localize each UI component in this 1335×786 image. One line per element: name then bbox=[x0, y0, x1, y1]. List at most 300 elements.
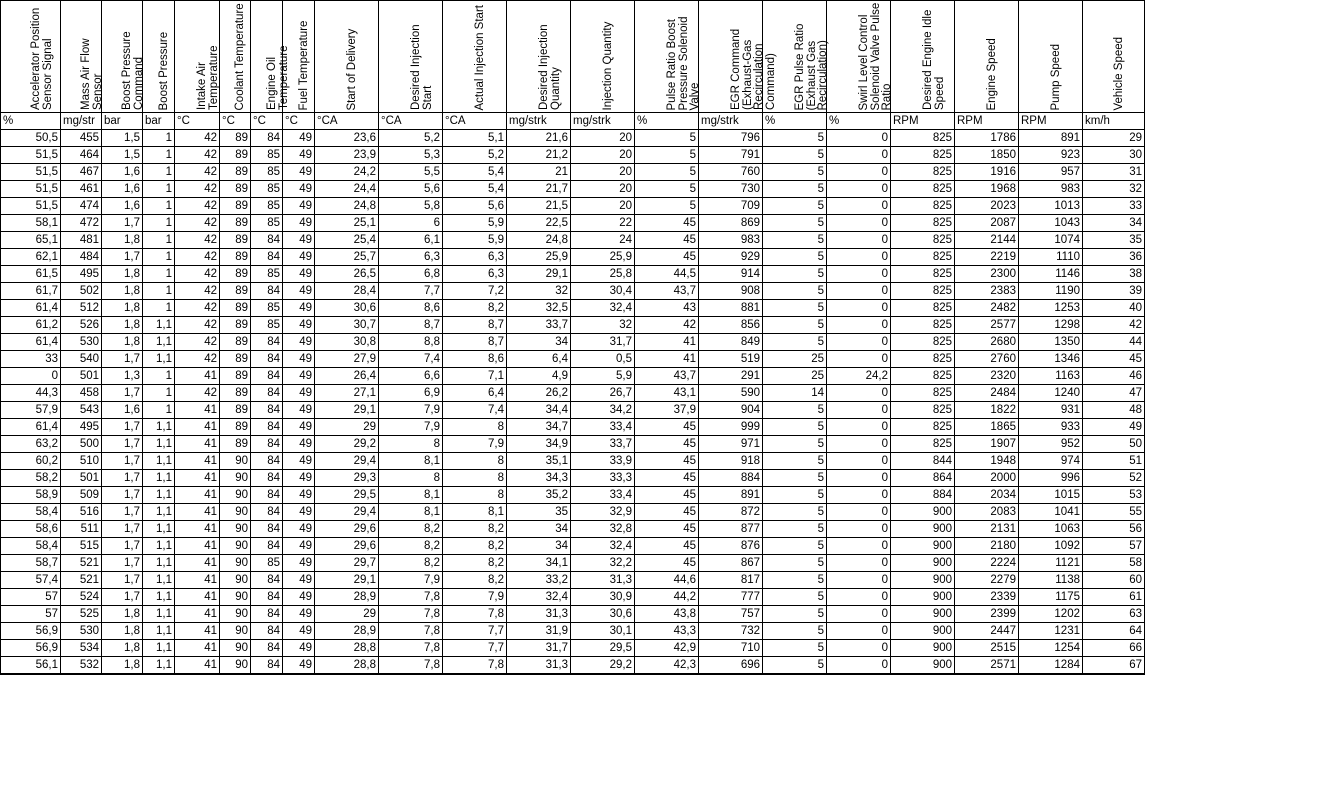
table-cell[interactable]: 49 bbox=[283, 147, 315, 164]
table-cell[interactable]: 53 bbox=[1083, 487, 1145, 504]
table-cell[interactable]: 7,4 bbox=[379, 351, 443, 368]
table-cell[interactable]: 0 bbox=[827, 164, 891, 181]
table-cell[interactable]: 42 bbox=[175, 249, 220, 266]
table-cell[interactable]: 0 bbox=[827, 470, 891, 487]
table-cell[interactable]: 525 bbox=[61, 606, 102, 623]
table-cell[interactable]: 45 bbox=[635, 419, 699, 436]
table-cell[interactable]: 8,2 bbox=[443, 572, 507, 589]
table-cell[interactable]: 2571 bbox=[955, 657, 1019, 675]
table-cell[interactable]: 7,2 bbox=[443, 283, 507, 300]
table-cell[interactable]: 90 bbox=[220, 657, 251, 675]
table-cell[interactable]: 8,8 bbox=[379, 334, 443, 351]
table-cell[interactable]: 85 bbox=[251, 215, 283, 232]
table-cell[interactable]: 796 bbox=[699, 130, 763, 147]
table-cell[interactable]: 41 bbox=[175, 640, 220, 657]
table-cell[interactable]: 43,7 bbox=[635, 368, 699, 385]
table-cell[interactable]: 891 bbox=[699, 487, 763, 504]
table-cell[interactable]: 64 bbox=[1083, 623, 1145, 640]
table-cell[interactable]: 8 bbox=[443, 419, 507, 436]
table-cell[interactable]: 0 bbox=[827, 538, 891, 555]
table-cell[interactable]: 0 bbox=[827, 249, 891, 266]
table-cell[interactable]: 42 bbox=[175, 283, 220, 300]
table-cell[interactable]: 90 bbox=[220, 640, 251, 657]
table-cell[interactable]: 65,1 bbox=[1, 232, 61, 249]
table-cell[interactable]: 30 bbox=[1083, 147, 1145, 164]
table-cell[interactable]: 1,6 bbox=[102, 402, 143, 419]
table-cell[interactable]: 524 bbox=[61, 589, 102, 606]
table-cell[interactable]: 0 bbox=[827, 572, 891, 589]
table-cell[interactable]: 5 bbox=[763, 538, 827, 555]
table-cell[interactable]: 1 bbox=[143, 266, 175, 283]
table-cell[interactable]: 8,6 bbox=[443, 351, 507, 368]
table-cell[interactable]: 31,3 bbox=[571, 572, 635, 589]
table-cell[interactable]: 1240 bbox=[1019, 385, 1083, 402]
table-cell[interactable]: 6 bbox=[379, 215, 443, 232]
table-cell[interactable]: 35 bbox=[507, 504, 571, 521]
table-cell[interactable]: 84 bbox=[251, 130, 283, 147]
table-cell[interactable]: 35 bbox=[1083, 232, 1145, 249]
table-cell[interactable]: 6,3 bbox=[379, 249, 443, 266]
table-cell[interactable]: 84 bbox=[251, 232, 283, 249]
table-cell[interactable]: 881 bbox=[699, 300, 763, 317]
table-cell[interactable]: 957 bbox=[1019, 164, 1083, 181]
table-cell[interactable]: 31 bbox=[1083, 164, 1145, 181]
table-cell[interactable]: 971 bbox=[699, 436, 763, 453]
table-cell[interactable]: 2577 bbox=[955, 317, 1019, 334]
table-cell[interactable]: 5,8 bbox=[379, 198, 443, 215]
table-cell[interactable]: 1822 bbox=[955, 402, 1019, 419]
table-cell[interactable]: 34,4 bbox=[507, 402, 571, 419]
table-cell[interactable]: 0 bbox=[827, 402, 891, 419]
table-cell[interactable]: 1202 bbox=[1019, 606, 1083, 623]
table-cell[interactable]: 2320 bbox=[955, 368, 1019, 385]
table-cell[interactable]: 872 bbox=[699, 504, 763, 521]
table-cell[interactable]: 41 bbox=[175, 419, 220, 436]
table-cell[interactable]: 24,8 bbox=[507, 232, 571, 249]
table-cell[interactable]: 1,8 bbox=[102, 657, 143, 675]
table-cell[interactable]: 5 bbox=[763, 198, 827, 215]
table-cell[interactable]: 41 bbox=[175, 470, 220, 487]
table-cell[interactable]: 1 bbox=[143, 300, 175, 317]
table-cell[interactable]: 58,4 bbox=[1, 538, 61, 555]
table-cell[interactable]: 7,8 bbox=[443, 606, 507, 623]
table-cell[interactable]: 34 bbox=[1083, 215, 1145, 232]
table-cell[interactable]: 20 bbox=[571, 130, 635, 147]
table-cell[interactable]: 6,3 bbox=[443, 266, 507, 283]
table-cell[interactable]: 1,8 bbox=[102, 640, 143, 657]
table-cell[interactable]: 1350 bbox=[1019, 334, 1083, 351]
table-cell[interactable]: 84 bbox=[251, 521, 283, 538]
table-cell[interactable]: 1,8 bbox=[102, 266, 143, 283]
table-cell[interactable]: 29 bbox=[1083, 130, 1145, 147]
table-cell[interactable]: 1,1 bbox=[143, 572, 175, 589]
table-cell[interactable]: 89 bbox=[220, 317, 251, 334]
table-cell[interactable]: 7,8 bbox=[379, 606, 443, 623]
table-cell[interactable]: 7,8 bbox=[443, 657, 507, 675]
table-cell[interactable]: 40 bbox=[1083, 300, 1145, 317]
table-cell[interactable]: 1948 bbox=[955, 453, 1019, 470]
table-cell[interactable]: 61,4 bbox=[1, 334, 61, 351]
table-cell[interactable]: 41 bbox=[175, 453, 220, 470]
table-cell[interactable]: 1163 bbox=[1019, 368, 1083, 385]
table-cell[interactable]: 2279 bbox=[955, 572, 1019, 589]
table-cell[interactable]: 49 bbox=[283, 334, 315, 351]
table-cell[interactable]: 1,7 bbox=[102, 538, 143, 555]
table-cell[interactable]: 5,1 bbox=[443, 130, 507, 147]
table-cell[interactable]: 89 bbox=[220, 300, 251, 317]
table-cell[interactable]: 31,3 bbox=[507, 657, 571, 675]
table-cell[interactable]: 32,8 bbox=[571, 521, 635, 538]
table-cell[interactable]: 2484 bbox=[955, 385, 1019, 402]
table-cell[interactable]: 49 bbox=[283, 521, 315, 538]
table-cell[interactable]: 1786 bbox=[955, 130, 1019, 147]
table-cell[interactable]: 32,5 bbox=[507, 300, 571, 317]
table-cell[interactable]: 521 bbox=[61, 555, 102, 572]
table-cell[interactable]: 1,8 bbox=[102, 283, 143, 300]
table-cell[interactable]: 27,1 bbox=[315, 385, 379, 402]
table-cell[interactable]: 44,2 bbox=[635, 589, 699, 606]
table-cell[interactable]: 481 bbox=[61, 232, 102, 249]
table-cell[interactable]: 49 bbox=[1083, 419, 1145, 436]
table-cell[interactable]: 48 bbox=[1083, 402, 1145, 419]
table-cell[interactable]: 31,9 bbox=[507, 623, 571, 640]
table-cell[interactable]: 5,6 bbox=[379, 181, 443, 198]
table-cell[interactable]: 1,6 bbox=[102, 198, 143, 215]
table-cell[interactable]: 89 bbox=[220, 249, 251, 266]
table-cell[interactable]: 45 bbox=[1083, 351, 1145, 368]
table-cell[interactable]: 33 bbox=[1083, 198, 1145, 215]
table-cell[interactable]: 1,8 bbox=[102, 317, 143, 334]
table-cell[interactable]: 21,2 bbox=[507, 147, 571, 164]
table-cell[interactable]: 900 bbox=[891, 623, 955, 640]
table-cell[interactable]: 2300 bbox=[955, 266, 1019, 283]
table-cell[interactable]: 89 bbox=[220, 385, 251, 402]
table-cell[interactable]: 996 bbox=[1019, 470, 1083, 487]
table-cell[interactable]: 90 bbox=[220, 555, 251, 572]
table-cell[interactable]: 45 bbox=[635, 249, 699, 266]
table-cell[interactable]: 904 bbox=[699, 402, 763, 419]
table-cell[interactable]: 85 bbox=[251, 181, 283, 198]
table-cell[interactable]: 999 bbox=[699, 419, 763, 436]
table-cell[interactable]: 41 bbox=[175, 538, 220, 555]
table-cell[interactable]: 0 bbox=[827, 130, 891, 147]
table-cell[interactable]: 24,4 bbox=[315, 181, 379, 198]
table-cell[interactable]: 817 bbox=[699, 572, 763, 589]
table-cell[interactable]: 825 bbox=[891, 215, 955, 232]
table-cell[interactable]: 590 bbox=[699, 385, 763, 402]
table-cell[interactable]: 5,9 bbox=[571, 368, 635, 385]
table-cell[interactable]: 495 bbox=[61, 266, 102, 283]
table-cell[interactable]: 1015 bbox=[1019, 487, 1083, 504]
table-cell[interactable]: 1,1 bbox=[143, 538, 175, 555]
table-cell[interactable]: 825 bbox=[891, 317, 955, 334]
table-cell[interactable]: 8,1 bbox=[379, 453, 443, 470]
table-cell[interactable]: 760 bbox=[699, 164, 763, 181]
table-cell[interactable]: 0 bbox=[827, 334, 891, 351]
table-cell[interactable]: 1968 bbox=[955, 181, 1019, 198]
table-cell[interactable]: 1,1 bbox=[143, 487, 175, 504]
table-cell[interactable]: 21,6 bbox=[507, 130, 571, 147]
table-cell[interactable]: 5 bbox=[763, 215, 827, 232]
table-cell[interactable]: 84 bbox=[251, 351, 283, 368]
table-cell[interactable]: 41 bbox=[175, 623, 220, 640]
table-cell[interactable]: 0 bbox=[827, 181, 891, 198]
table-cell[interactable]: 1 bbox=[143, 130, 175, 147]
table-cell[interactable]: 41 bbox=[175, 368, 220, 385]
table-cell[interactable]: 6,4 bbox=[443, 385, 507, 402]
table-cell[interactable]: 825 bbox=[891, 283, 955, 300]
table-cell[interactable]: 51,5 bbox=[1, 181, 61, 198]
table-cell[interactable]: 49 bbox=[283, 487, 315, 504]
table-cell[interactable]: 58,7 bbox=[1, 555, 61, 572]
table-cell[interactable]: 22 bbox=[571, 215, 635, 232]
table-cell[interactable]: 1,1 bbox=[143, 317, 175, 334]
table-cell[interactable]: 1146 bbox=[1019, 266, 1083, 283]
table-cell[interactable]: 825 bbox=[891, 419, 955, 436]
table-cell[interactable]: 24,8 bbox=[315, 198, 379, 215]
table-cell[interactable]: 474 bbox=[61, 198, 102, 215]
table-cell[interactable]: 825 bbox=[891, 181, 955, 198]
table-cell[interactable]: 41 bbox=[175, 555, 220, 572]
table-cell[interactable]: 49 bbox=[283, 470, 315, 487]
table-cell[interactable]: 38 bbox=[1083, 266, 1145, 283]
table-cell[interactable]: 50 bbox=[1083, 436, 1145, 453]
table-cell[interactable]: 0 bbox=[827, 198, 891, 215]
table-cell[interactable]: 515 bbox=[61, 538, 102, 555]
table-cell[interactable]: 49 bbox=[283, 436, 315, 453]
table-cell[interactable]: 34,9 bbox=[507, 436, 571, 453]
table-cell[interactable]: 42 bbox=[175, 164, 220, 181]
table-cell[interactable]: 1,7 bbox=[102, 453, 143, 470]
table-cell[interactable]: 1,8 bbox=[102, 300, 143, 317]
table-cell[interactable]: 34,7 bbox=[507, 419, 571, 436]
table-cell[interactable]: 509 bbox=[61, 487, 102, 504]
table-cell[interactable]: 25,8 bbox=[571, 266, 635, 283]
table-cell[interactable]: 1254 bbox=[1019, 640, 1083, 657]
table-cell[interactable]: 0 bbox=[827, 606, 891, 623]
table-cell[interactable]: 512 bbox=[61, 300, 102, 317]
table-cell[interactable]: 84 bbox=[251, 589, 283, 606]
table-cell[interactable]: 5 bbox=[763, 283, 827, 300]
table-cell[interactable]: 1,1 bbox=[143, 589, 175, 606]
table-cell[interactable]: 7,9 bbox=[443, 589, 507, 606]
table-cell[interactable]: 34,2 bbox=[571, 402, 635, 419]
table-cell[interactable]: 8 bbox=[443, 470, 507, 487]
table-cell[interactable]: 1,7 bbox=[102, 555, 143, 572]
table-cell[interactable]: 1 bbox=[143, 181, 175, 198]
table-cell[interactable]: 1,1 bbox=[143, 623, 175, 640]
table-cell[interactable]: 6,9 bbox=[379, 385, 443, 402]
table-cell[interactable]: 49 bbox=[283, 283, 315, 300]
table-cell[interactable]: 49 bbox=[283, 351, 315, 368]
table-cell[interactable]: 5 bbox=[635, 164, 699, 181]
table-cell[interactable]: 25,7 bbox=[315, 249, 379, 266]
table-cell[interactable]: 5,4 bbox=[443, 164, 507, 181]
table-cell[interactable]: 57,4 bbox=[1, 572, 61, 589]
table-cell[interactable]: 908 bbox=[699, 283, 763, 300]
table-cell[interactable]: 1,8 bbox=[102, 232, 143, 249]
table-cell[interactable]: 1,8 bbox=[102, 623, 143, 640]
table-cell[interactable]: 730 bbox=[699, 181, 763, 198]
table-cell[interactable]: 32,2 bbox=[571, 555, 635, 572]
table-cell[interactable]: 884 bbox=[891, 487, 955, 504]
table-cell[interactable]: 45 bbox=[635, 453, 699, 470]
table-cell[interactable]: 89 bbox=[220, 351, 251, 368]
table-cell[interactable]: 8 bbox=[443, 487, 507, 504]
table-cell[interactable]: 89 bbox=[220, 181, 251, 198]
table-cell[interactable]: 44,3 bbox=[1, 385, 61, 402]
table-cell[interactable]: 90 bbox=[220, 623, 251, 640]
table-cell[interactable]: 29,5 bbox=[571, 640, 635, 657]
table-cell[interactable]: 84 bbox=[251, 487, 283, 504]
table-cell[interactable]: 42 bbox=[175, 385, 220, 402]
table-cell[interactable]: 0 bbox=[827, 232, 891, 249]
table-cell[interactable]: 2144 bbox=[955, 232, 1019, 249]
table-cell[interactable]: 2339 bbox=[955, 589, 1019, 606]
table-cell[interactable]: 8,2 bbox=[443, 300, 507, 317]
table-cell[interactable]: 1110 bbox=[1019, 249, 1083, 266]
table-cell[interactable]: 696 bbox=[699, 657, 763, 675]
table-cell[interactable]: 84 bbox=[251, 640, 283, 657]
table-cell[interactable]: 2083 bbox=[955, 504, 1019, 521]
table-cell[interactable]: 49 bbox=[283, 266, 315, 283]
table-cell[interactable]: 2760 bbox=[955, 351, 1019, 368]
table-cell[interactable]: 90 bbox=[220, 470, 251, 487]
table-cell[interactable]: 1,7 bbox=[102, 215, 143, 232]
table-cell[interactable]: 21,5 bbox=[507, 198, 571, 215]
table-cell[interactable]: 24,2 bbox=[315, 164, 379, 181]
table-cell[interactable]: 49 bbox=[283, 419, 315, 436]
table-cell[interactable]: 5 bbox=[635, 181, 699, 198]
table-cell[interactable]: 57 bbox=[1, 589, 61, 606]
table-cell[interactable]: 5,2 bbox=[443, 147, 507, 164]
table-cell[interactable]: 33,3 bbox=[571, 470, 635, 487]
table-cell[interactable]: 84 bbox=[251, 283, 283, 300]
table-cell[interactable]: 42 bbox=[175, 215, 220, 232]
table-cell[interactable]: 732 bbox=[699, 623, 763, 640]
table-cell[interactable]: 0 bbox=[827, 487, 891, 504]
table-cell[interactable]: 29 bbox=[315, 606, 379, 623]
table-cell[interactable]: 61,4 bbox=[1, 419, 61, 436]
table-cell[interactable]: 5 bbox=[763, 470, 827, 487]
table-cell[interactable]: 5 bbox=[763, 572, 827, 589]
table-cell[interactable]: 918 bbox=[699, 453, 763, 470]
table-cell[interactable]: 84 bbox=[251, 538, 283, 555]
table-cell[interactable]: 43,7 bbox=[635, 283, 699, 300]
table-cell[interactable]: 90 bbox=[220, 538, 251, 555]
table-cell[interactable]: 867 bbox=[699, 555, 763, 572]
table-cell[interactable]: 49 bbox=[283, 130, 315, 147]
table-cell[interactable]: 5 bbox=[763, 147, 827, 164]
table-cell[interactable]: 5,9 bbox=[443, 215, 507, 232]
table-cell[interactable]: 844 bbox=[891, 453, 955, 470]
table-cell[interactable]: 85 bbox=[251, 317, 283, 334]
table-cell[interactable]: 933 bbox=[1019, 419, 1083, 436]
table-cell[interactable]: 900 bbox=[891, 504, 955, 521]
table-cell[interactable]: 1,1 bbox=[143, 470, 175, 487]
table-cell[interactable]: 58,6 bbox=[1, 521, 61, 538]
table-cell[interactable]: 464 bbox=[61, 147, 102, 164]
table-cell[interactable]: 1,7 bbox=[102, 589, 143, 606]
table-cell[interactable]: 47 bbox=[1083, 385, 1145, 402]
table-cell[interactable]: 26,7 bbox=[571, 385, 635, 402]
table-cell[interactable]: 46 bbox=[1083, 368, 1145, 385]
table-cell[interactable]: 1,7 bbox=[102, 487, 143, 504]
table-cell[interactable]: 8,6 bbox=[379, 300, 443, 317]
table-cell[interactable]: 5 bbox=[763, 504, 827, 521]
table-cell[interactable]: 864 bbox=[891, 470, 955, 487]
table-cell[interactable]: 49 bbox=[283, 232, 315, 249]
table-cell[interactable]: 501 bbox=[61, 470, 102, 487]
table-cell[interactable]: 49 bbox=[283, 368, 315, 385]
table-cell[interactable]: 29,6 bbox=[315, 538, 379, 555]
table-cell[interactable]: 484 bbox=[61, 249, 102, 266]
table-cell[interactable]: 511 bbox=[61, 521, 102, 538]
table-cell[interactable]: 24,2 bbox=[827, 368, 891, 385]
table-cell[interactable]: 1 bbox=[143, 283, 175, 300]
table-cell[interactable]: 1092 bbox=[1019, 538, 1083, 555]
table-cell[interactable]: 32 bbox=[571, 317, 635, 334]
table-cell[interactable]: 44,5 bbox=[635, 266, 699, 283]
table-cell[interactable]: 31,3 bbox=[507, 606, 571, 623]
table-cell[interactable]: 1121 bbox=[1019, 555, 1083, 572]
table-cell[interactable]: 5 bbox=[763, 606, 827, 623]
table-cell[interactable]: 41 bbox=[175, 589, 220, 606]
table-cell[interactable]: 49 bbox=[283, 504, 315, 521]
table-cell[interactable]: 61,7 bbox=[1, 283, 61, 300]
table-cell[interactable]: 49 bbox=[283, 606, 315, 623]
table-cell[interactable]: 26,5 bbox=[315, 266, 379, 283]
table-cell[interactable]: 5 bbox=[635, 130, 699, 147]
table-cell[interactable]: 41 bbox=[175, 572, 220, 589]
table-cell[interactable]: 1,6 bbox=[102, 164, 143, 181]
table-cell[interactable]: 1138 bbox=[1019, 572, 1083, 589]
table-cell[interactable]: 825 bbox=[891, 249, 955, 266]
table-cell[interactable]: 534 bbox=[61, 640, 102, 657]
table-cell[interactable]: 49 bbox=[283, 198, 315, 215]
table-cell[interactable]: 32 bbox=[1083, 181, 1145, 198]
table-cell[interactable]: 0 bbox=[827, 504, 891, 521]
table-cell[interactable]: 5 bbox=[635, 198, 699, 215]
table-cell[interactable]: 791 bbox=[699, 147, 763, 164]
table-cell[interactable]: 32,4 bbox=[507, 589, 571, 606]
table-cell[interactable]: 1041 bbox=[1019, 504, 1083, 521]
table-cell[interactable]: 84 bbox=[251, 436, 283, 453]
table-cell[interactable]: 825 bbox=[891, 402, 955, 419]
table-cell[interactable]: 7,7 bbox=[379, 283, 443, 300]
table-cell[interactable]: 502 bbox=[61, 283, 102, 300]
table-cell[interactable]: 7,7 bbox=[443, 623, 507, 640]
table-cell[interactable]: 900 bbox=[891, 555, 955, 572]
table-cell[interactable]: 1253 bbox=[1019, 300, 1083, 317]
table-cell[interactable]: 32 bbox=[507, 283, 571, 300]
table-cell[interactable]: 856 bbox=[699, 317, 763, 334]
table-cell[interactable]: 5 bbox=[763, 436, 827, 453]
table-cell[interactable]: 33,7 bbox=[571, 436, 635, 453]
table-cell[interactable]: 90 bbox=[220, 453, 251, 470]
table-cell[interactable]: 34,1 bbox=[507, 555, 571, 572]
table-cell[interactable]: 461 bbox=[61, 181, 102, 198]
table-cell[interactable]: 1,5 bbox=[102, 130, 143, 147]
table-cell[interactable]: 5 bbox=[763, 555, 827, 572]
table-cell[interactable]: 2023 bbox=[955, 198, 1019, 215]
table-cell[interactable]: 60,2 bbox=[1, 453, 61, 470]
table-cell[interactable]: 42 bbox=[175, 130, 220, 147]
table-cell[interactable]: 0 bbox=[827, 521, 891, 538]
table-cell[interactable]: 89 bbox=[220, 164, 251, 181]
table-cell[interactable]: 1,3 bbox=[102, 368, 143, 385]
table-cell[interactable]: 1,7 bbox=[102, 470, 143, 487]
